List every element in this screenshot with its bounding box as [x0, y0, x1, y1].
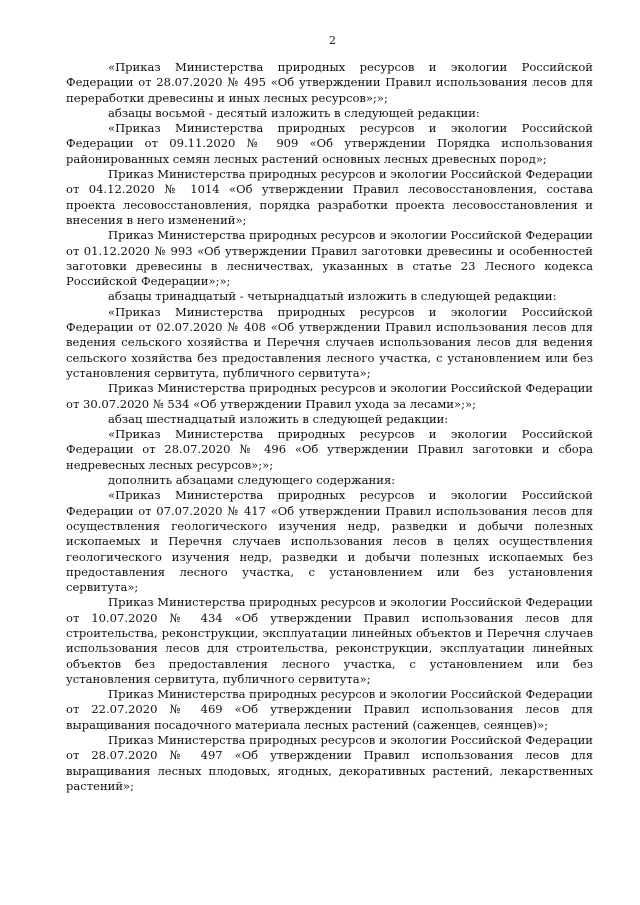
paragraph: «Приказ Министерства природных ресурсов и экологии Российской Федерации от 28.07.2020 № 496 «Об утверждении Правил заготовки и сбора недревесных лесных ресурсов»;»; [66, 427, 593, 472]
paragraph: абзацы восьмой - десятый изложить в следующей редакции: [108, 105, 480, 120]
paragraph: Приказ Министерства природных ресурсов и экологии Российской Федерации от 01.12.2020 № 993 «Об утверждении Правил заготовки древесины и особенностей заготовки древесины в лесничествах, указанных в статье 23 Лесного кодекса Российской Федерации»;»; [66, 228, 593, 289]
paragraph: Приказ Министерства природных ресурсов и экологии Российской Федерации от 04.12.2020 № 1014 «Об утверждении Правил лесовосстановления, состава проекта лесовосстановления, порядка разработки проекта лесовосстановления и внесения в него изменений»; [66, 167, 593, 227]
paragraph: Приказ Министерства природных ресурсов и экологии Российской Федерации от 30.07.2020 № 534 «Об утверждении Правил ухода за лесами»;»; [66, 381, 593, 411]
paragraph: Приказ Министерства природных ресурсов и экологии Российской Федерации от 28.07.2020 № 497 «Об утверждении Правил использования лесов для выращивания лесных плодовых, ягодных, декоративных растений, лекарственных растений»; [66, 733, 593, 793]
paragraph: дополнить абзацами следующего содержания: [108, 473, 396, 488]
paragraph: Приказ Министерства природных ресурсов и экологии Российской Федерации от 10.07.2020 № 434 «Об утверждении Правил использования лесов для строительства, реконструкции, эксплуатации линейных объектов и Перечня случаев использования лесов для строительства, реконструкции, эксплуатации линейных объектов без предоставления лесного участка, с установлением или без установления сервитута, публичного сервитута»; [66, 595, 593, 686]
paragraph: абзацы тринадцатый - четырнадцатый изложить в следующей редакции: [108, 289, 557, 304]
paragraph: «Приказ Министерства природных ресурсов и экологии Российской Федерации от 28.07.2020 № 495 «Об утверждении Правил использования лесов для переработки древесины и иных лесных ресурсов»;»; [66, 60, 593, 105]
paragraph: «Приказ Министерства природных ресурсов и экологии Российской Федерации от 02.07.2020 № 408 «Об утверждении Правил использования лесов для ведения сельского хозяйства и Перечня случаев использования лесов для ведения сельского хозяйства без предоставления лесного участка, с установлением или без установления сервитута, публичного сервитута»; [66, 304, 593, 380]
page-number: 2 [329, 34, 336, 47]
paragraph: «Приказ Министерства природных ресурсов и экологии Российской Федерации от 09.11.2020 № 909 «Об утверждении Порядка использования районированных семян лесных растений основных лесных древесных пород»; [66, 121, 593, 166]
paragraph: Приказ Министерства природных ресурсов и экологии Российской Федерации от 22.07.2020 № 469 «Об утверждении Правил использования лесов для выращивания посадочного материала лесных растений (саженцев, сеянцев)»; [66, 687, 593, 732]
document-body [66, 60, 593, 794]
paragraph: «Приказ Министерства природных ресурсов и экологии Российской Федерации от 07.07.2020 № 417 «Об утверждении Правил использования лесов для осуществления геологического изучения недр, разведки и добычи полезных ископаемых и Перечня случаев использования лесов в целях осуществления геологического изучения недр, разведки и добычи полезных ископаемых без предоставления лесного участка, с установлением или без установления сервитута»; [66, 488, 593, 595]
paragraph: абзац шестнадцатый изложить в следующей редакции: [108, 411, 449, 426]
